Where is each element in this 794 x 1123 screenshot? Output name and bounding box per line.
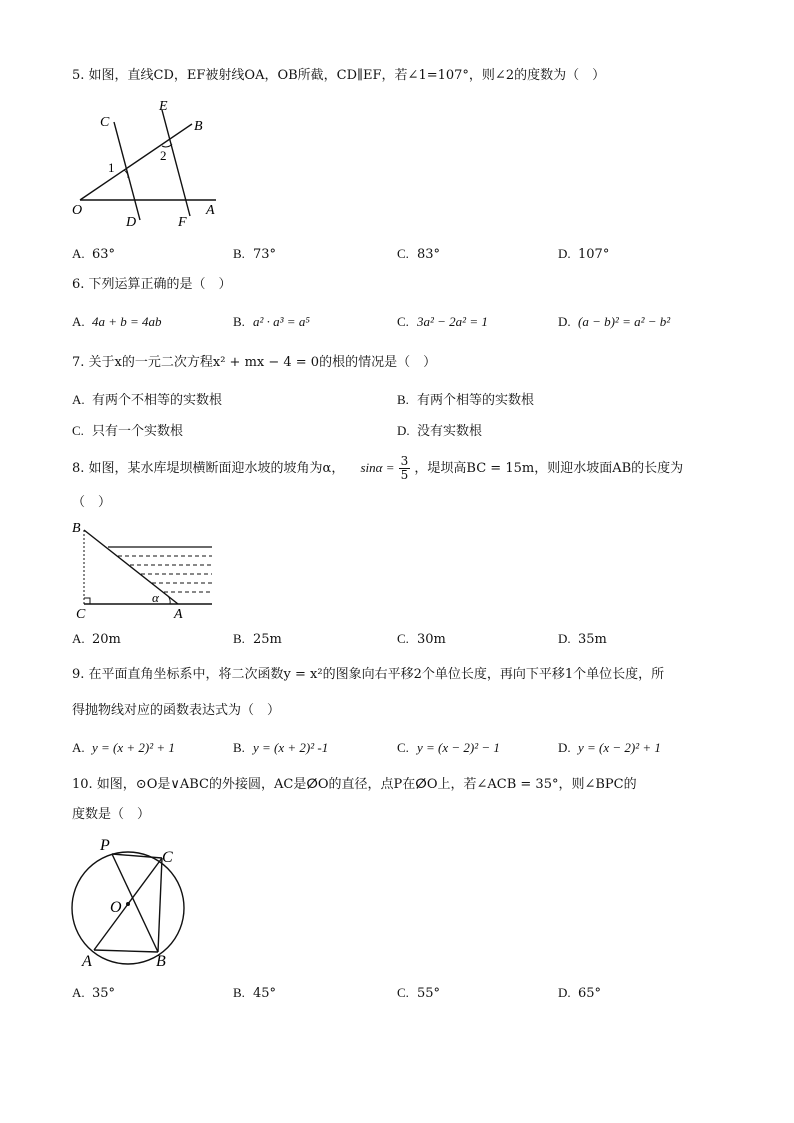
label-a: A — [206, 203, 215, 218]
label-c: C — [100, 115, 110, 130]
q10-option-a[interactable] — [72, 984, 115, 1003]
q5-option-d[interactable] — [558, 245, 609, 264]
option-label: A. — [72, 631, 85, 646]
option-text: 35° — [92, 986, 116, 1001]
line-cd — [114, 122, 140, 220]
label-o: O — [110, 899, 122, 916]
frac-numerator: 3 — [400, 454, 409, 468]
q8-stem-c: （ ） — [72, 495, 112, 510]
option-text: y = (x + 2)² + 1 — [92, 740, 175, 755]
option-text: 25m — [253, 632, 282, 647]
option-label: D. — [558, 740, 571, 755]
q5-option-c[interactable] — [397, 245, 440, 264]
option-text: 83° — [417, 247, 441, 262]
option-text: 107° — [578, 247, 610, 262]
slope-ab — [84, 530, 178, 604]
option-text: a² · a³ = a⁵ — [253, 314, 310, 329]
q7-stem: 7. 关于x的一元二次方程x² + mx − 4 = 0的根的情况是（ ） — [72, 355, 437, 370]
option-label: D. — [397, 423, 410, 438]
right-angle-mark — [84, 598, 90, 604]
option-text: 有两个相等的实数根 — [417, 393, 535, 408]
chord-cb — [158, 858, 162, 952]
option-text: y = (x + 2)² -1 — [253, 740, 329, 755]
label-alpha: α — [152, 590, 159, 605]
q10-option-d[interactable] — [558, 984, 601, 1003]
label-a: A — [82, 953, 92, 970]
option-text: (a − b)² = a² − b² — [578, 314, 671, 329]
q10-figure — [68, 838, 198, 968]
option-text: 65° — [578, 986, 602, 1001]
option-label: C. — [397, 314, 409, 329]
option-label: A. — [72, 392, 85, 407]
label-b: B — [156, 953, 166, 970]
option-label: A. — [72, 246, 85, 261]
label-b: B — [72, 521, 81, 536]
q7-option-b[interactable] — [397, 391, 534, 410]
option-text: 55° — [417, 986, 441, 1001]
option-label: B. — [233, 985, 245, 1000]
option-label: D. — [558, 246, 571, 261]
option-label: C. — [397, 631, 409, 646]
option-text: 20m — [92, 632, 121, 647]
option-label: B. — [233, 631, 245, 646]
q8-option-a[interactable] — [72, 630, 121, 649]
q9-option-b[interactable] — [233, 739, 328, 757]
option-label: C. — [397, 740, 409, 755]
q8-stem-line1 — [72, 455, 683, 482]
q9-option-c[interactable] — [397, 739, 500, 757]
option-label: B. — [233, 314, 245, 329]
q6-option-d[interactable] — [558, 313, 670, 331]
option-label: B. — [397, 392, 409, 407]
label-c: C — [76, 607, 86, 622]
label-a: A — [174, 607, 183, 622]
q8-option-b[interactable] — [233, 630, 282, 649]
q10-option-b[interactable] — [233, 984, 276, 1003]
label-angle-2: 2 — [160, 148, 167, 163]
option-label: C. — [397, 985, 409, 1000]
q8-stem-a: 8. 如图，某水库堤坝横断面迎水坡的坡角为α， — [72, 461, 345, 476]
option-text: 45° — [253, 986, 277, 1001]
option-label: C. — [397, 246, 409, 261]
option-text: 只有一个实数根 — [92, 424, 184, 439]
option-text: y = (x − 2)² − 1 — [417, 740, 500, 755]
option-label: A. — [72, 314, 85, 329]
label-f: F — [178, 215, 187, 230]
q5-stem: 5. 如图，直线CD，EF被射线OA，OB所截，CD∥EF，若∠1=107°，则∠2的度数为（ ） — [72, 68, 606, 83]
option-label: D. — [558, 631, 571, 646]
chord-pc — [112, 854, 162, 858]
q7-option-a[interactable] — [72, 391, 222, 410]
q8-option-d[interactable] — [558, 630, 607, 649]
q9-option-a[interactable] — [72, 739, 175, 757]
option-text: 有两个不相等的实数根 — [92, 393, 223, 408]
q5-option-b[interactable] — [233, 245, 276, 264]
option-text: 30m — [417, 632, 446, 647]
label-o: O — [72, 203, 83, 218]
q9-stem-line2: 得抛物线对应的函数表达式为（ ） — [72, 703, 281, 718]
option-label: B. — [233, 740, 245, 755]
q7-option-c[interactable] — [72, 422, 183, 441]
q6-stem: 6. 下列运算正确的是（ ） — [72, 277, 232, 292]
q7-option-d[interactable] — [397, 422, 482, 441]
option-text: 4a + b = 4ab — [92, 314, 162, 329]
q8-option-c[interactable] — [397, 630, 446, 649]
option-text: 73° — [253, 247, 277, 262]
option-label: D. — [558, 314, 571, 329]
chord-ab — [94, 950, 158, 952]
q8-figure — [68, 518, 218, 622]
q10-stem-line1: 10. 如图，⊙O是∨ABC的外接圆，AC是ⵁO的直径，点P在ⵁO上，若∠ACB = 35°，则∠BPC的 — [72, 777, 637, 792]
q5-option-a[interactable] — [72, 245, 115, 264]
label-c: C — [162, 849, 173, 866]
option-label: B. — [233, 246, 245, 261]
label-b: B — [194, 119, 203, 134]
frac-denominator: 5 — [400, 468, 409, 482]
q6-option-c[interactable] — [397, 313, 488, 331]
label-d: D — [126, 215, 137, 230]
option-label: A. — [72, 740, 85, 755]
option-text: 63° — [92, 247, 116, 262]
q6-option-b[interactable] — [233, 313, 310, 331]
label-p: P — [100, 837, 110, 854]
q6-option-a[interactable] — [72, 313, 162, 331]
q10-stem-line2: 度数是（ ） — [72, 807, 151, 822]
option-text: y = (x − 2)² + 1 — [578, 740, 661, 755]
center-dot — [126, 902, 130, 906]
label-angle-1: 1 — [108, 160, 115, 175]
circle-o — [72, 852, 184, 964]
option-text: 3a² − 2a² = 1 — [417, 314, 488, 329]
label-e: E — [159, 99, 168, 114]
q9-option-d[interactable] — [558, 739, 661, 757]
option-label: D. — [558, 985, 571, 1000]
option-text: 35m — [578, 632, 607, 647]
q8-sin: sinα = — [360, 460, 395, 475]
q10-option-c[interactable] — [397, 984, 440, 1003]
q8-fraction — [399, 455, 411, 482]
q9-stem-line1: 9. 在平面直角坐标系中，将二次函数y = x²的图象向右平移2个单位长度，再向下平移1个单位长度，所 — [72, 667, 665, 682]
option-label: A. — [72, 985, 85, 1000]
q5-figure — [68, 98, 228, 228]
option-label: C. — [72, 423, 84, 438]
option-text: 没有实数根 — [417, 424, 483, 439]
q8-stem-b: ，堤坝高BC = 15m，则迎水坡面AB的长度为 — [414, 461, 684, 476]
